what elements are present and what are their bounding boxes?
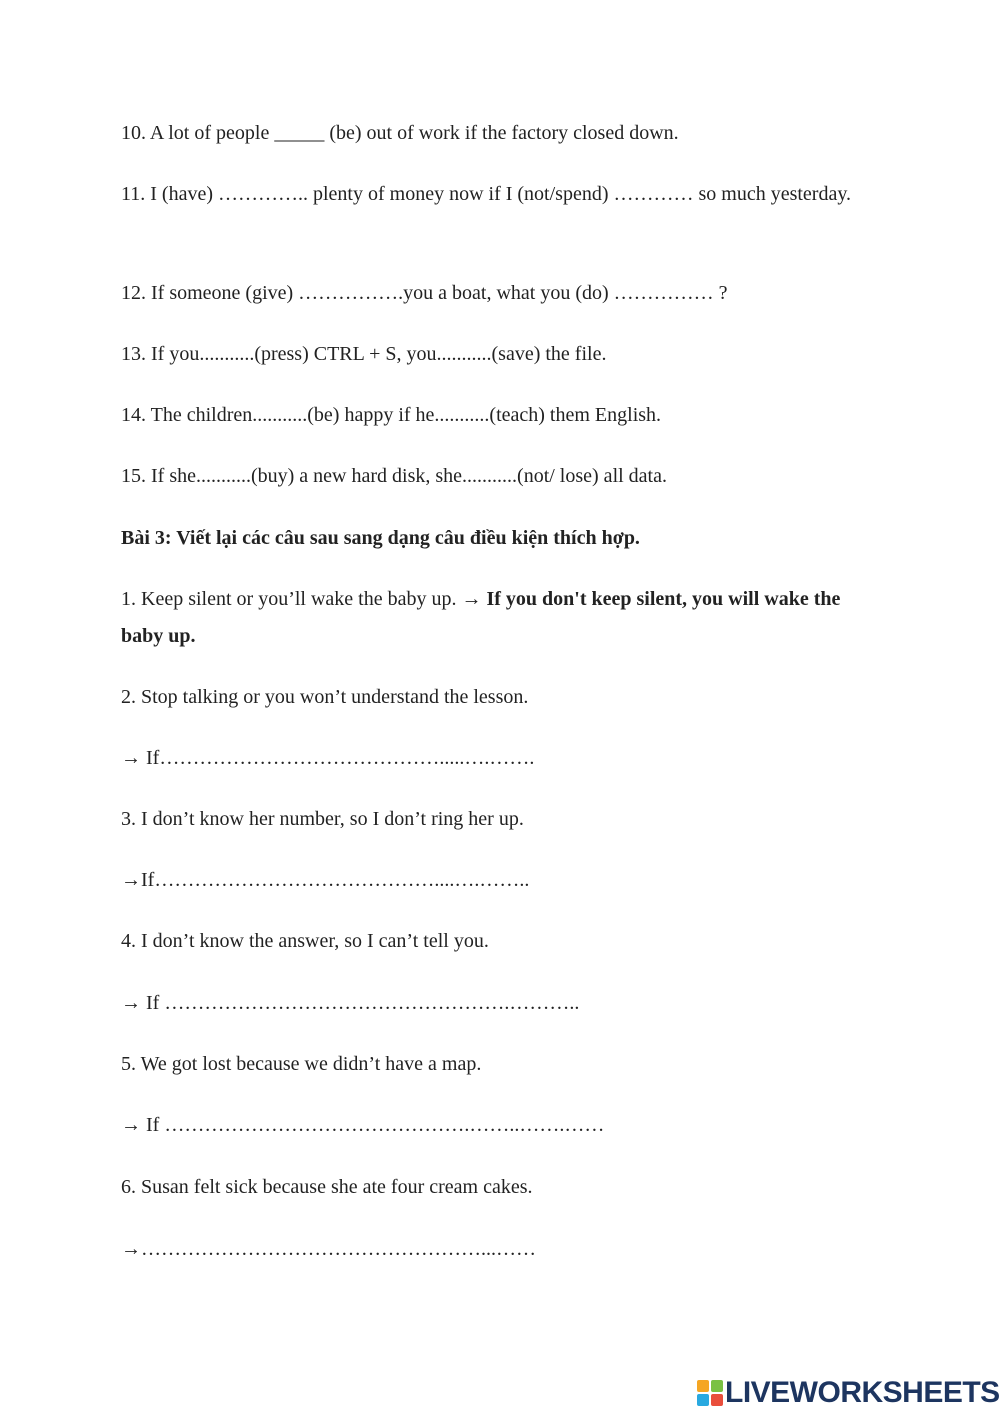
- rewrite-6: 6. Susan felt sick because she ate four cream cakes.: [121, 1176, 533, 1198]
- exercise-3-heading: Bài 3: Viết lại các câu sau sang dạng câu điều kiện thích hợp.: [121, 527, 640, 549]
- liveworksheets-logo: [697, 1377, 1000, 1409]
- question-12: 12. If someone (give) …………….you a boat, what you (do) …………… ?: [121, 282, 728, 304]
- question-14: 14. The children...........(be) happy if he...........(teach) them English.: [121, 404, 662, 426]
- rewrite-2: 2. Stop talking or you won’t understand the lesson.: [121, 686, 529, 708]
- question-11: 11. I (have) ………….. plenty of money now if I (not/spend) ………… so much yesterday.: [121, 183, 852, 205]
- rewrite-1-answer: If you don't keep silent, you will wake the baby up.: [121, 588, 841, 647]
- logo-square: [697, 1394, 709, 1406]
- rewrite-4-blank[interactable]: → If …………………………………………….………..: [121, 992, 580, 1014]
- rewrite-5: 5. We got lost because we didn’t have a map.: [121, 1053, 482, 1075]
- rewrite-1-prompt: 1. Keep silent or you’ll wake the baby up. →: [121, 588, 487, 610]
- logo-square: [697, 1380, 709, 1392]
- question-15: 15. If she...........(buy) a new hard disk, she...........(not/ lose) all data.: [121, 465, 667, 487]
- rewrite-3: 3. I don’t know her number, so I don’t ring her up.: [121, 808, 524, 830]
- rewrite-4: 4. I don’t know the answer, so I can’t tell you.: [121, 930, 489, 952]
- question-10: 10. A lot of people _____ (be) out of work if the factory closed down.: [121, 122, 679, 144]
- question-13: 13. If you...........(press) CTRL + S, you...........(save) the file.: [121, 343, 607, 365]
- rewrite-6-blank[interactable]: →……………………………………………...……: [121, 1238, 536, 1260]
- logo-square: [711, 1394, 723, 1406]
- liveworksheets-logo-icon: [697, 1380, 723, 1406]
- rewrite-1: [121, 581, 877, 655]
- rewrite-3-blank[interactable]: →If……………………………………....….……..: [121, 869, 530, 891]
- rewrite-5-blank[interactable]: → If ……………………………………….……..…….……: [121, 1114, 605, 1136]
- logo-text: LIVEWORKSHEETS: [725, 1376, 1000, 1409]
- rewrite-2-blank[interactable]: → If…………………………………….....….…….: [121, 747, 535, 769]
- logo-square: [711, 1380, 723, 1392]
